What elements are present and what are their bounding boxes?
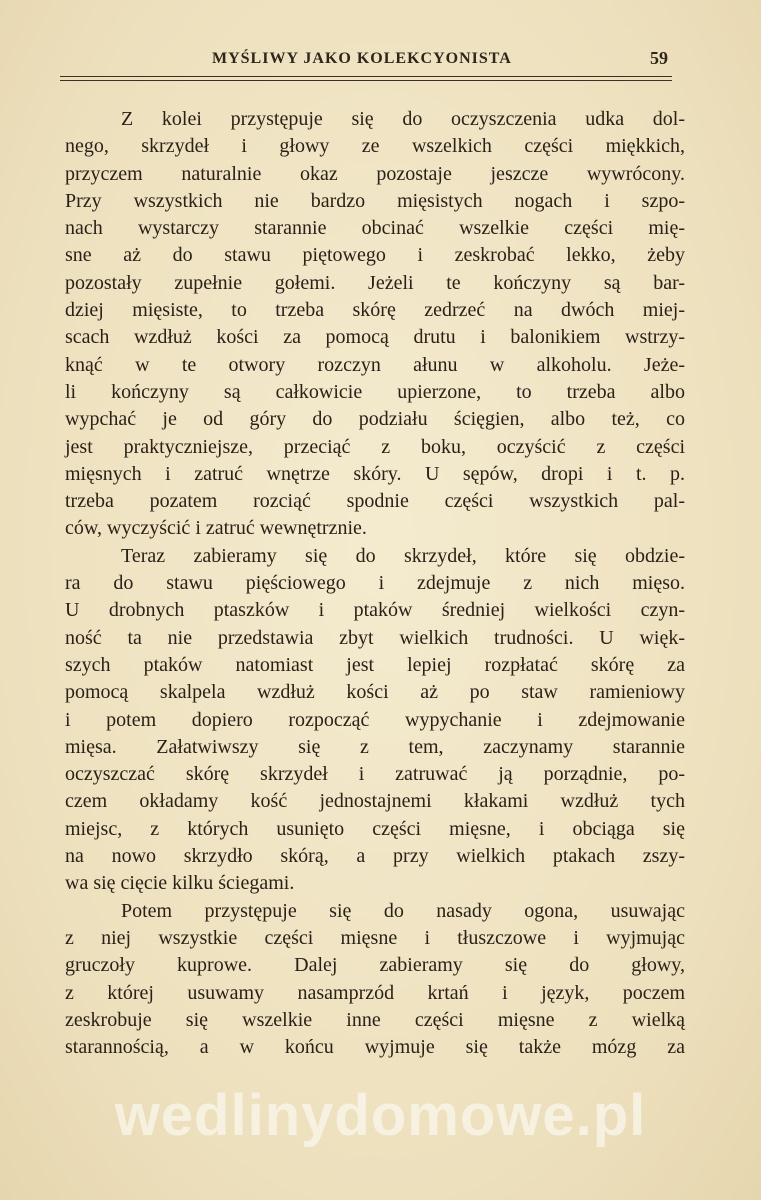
text-line: szych ptaków natomiast jest lepiej rozpłatać skórę za — [65, 653, 685, 676]
text-line: pozostały zupełnie gołemi. Jeżeli te kończyny są bar- — [65, 271, 685, 294]
text-line: Przy wszystkich nie bardzo mięsistych nogach i szpo- — [65, 189, 685, 212]
text-line: z niej wszystkie części mięsne i tłuszczowe i wyjmując — [65, 926, 685, 949]
text-line: wypchać je od góry do podziału ścięgien, albo też, co — [65, 408, 685, 431]
text-line: Potem przystępuje się do nasady ogona, usuwając — [121, 899, 685, 922]
text-line: ra do stawu pięściowego i zdejmuje z nich mięso. — [65, 572, 685, 595]
text-line: starannością, a w końcu wyjmuje się także mózg za — [65, 1036, 685, 1059]
text-line: ców, wyczyścić i zatruć wewnętrznie. — [65, 517, 367, 540]
text-line: z której usuwamy nasamprzód krtań i język, poczem — [65, 981, 685, 1004]
page-number: 59 — [650, 48, 668, 68]
text-line: gruczoły kuprowe. Dalej zabieramy się do głowy, — [65, 954, 685, 977]
text-line: sne aż do stawu piętowego i zeskrobać lekko, żeby — [65, 244, 685, 267]
text-line: na nowo skrzydło skórą, a przy wielkich ptakach zszy- — [65, 845, 685, 868]
text-line: nach wystarczy starannie obcinać wszelkie części mię- — [65, 217, 685, 240]
running-title: MYŚLIWY JAKO KOLEKCYONISTA — [212, 50, 512, 67]
page-header — [60, 48, 672, 74]
text-line: mięsnych i zatruć wnętrze skóry. U sępów, dropi i t. p. — [65, 462, 685, 485]
text-line: zeskrobuje się wszelkie inne części mięsne z wielką — [65, 1008, 685, 1031]
text-line: scach wzdłuż kości za pomocą drutu i balonikiem wstrzy- — [65, 326, 685, 349]
text-line: przyczem naturalnie okaz pozostaje jeszcze wywrócony. — [65, 162, 685, 185]
text-line: li kończyny są całkowicie upierzone, to trzeba albo — [65, 380, 685, 403]
text-line: miejsc, z których usunięto części mięsne, i obciąga się — [65, 817, 685, 840]
text-line: ność ta nie przedstawia zbyt wielkich trudności. U więk- — [65, 626, 685, 649]
body-text — [65, 106, 685, 1061]
text-line: U drobnych ptaszków i ptaków średniej wielkości czyn- — [65, 599, 685, 622]
text-line: jest praktyczniejsze, przeciąć z boku, oczyścić z części — [65, 435, 685, 458]
text-line: oczyszczać skórę skrzydeł i zatruwać ją porządnie, po- — [65, 763, 685, 786]
text-line: pomocą skalpela wzdłuż kości aż po staw ramieniowy — [65, 681, 685, 704]
text-line: Teraz zabieramy się do skrzydeł, które się obdzie- — [121, 544, 685, 567]
text-line: mięsa. Załatwiwszy się z tem, zaczynamy starannie — [65, 735, 685, 758]
watermark: wedlinydomowe.pl — [114, 1083, 647, 1148]
header-rule-top — [60, 76, 672, 77]
header-rule-bottom — [60, 80, 672, 81]
text-line: Z kolei przystępuje się do oczyszczenia udka dol- — [121, 108, 685, 130]
text-line: knąć w te otwory rozczyn ałunu w alkoholu. Jeże- — [65, 353, 685, 376]
text-line: i potem dopiero rozpocząć wypychanie i zdejmowanie — [65, 708, 685, 731]
text-line: czem okładamy kość jednostajnemi kłakami wzdłuż tych — [65, 790, 685, 813]
text-line: dziej mięsiste, to trzeba skórę zedrzeć na dwóch miej- — [65, 299, 685, 322]
text-line: nego, skrzydeł i głowy ze wszelkich części miękkich, — [65, 135, 685, 158]
text-line: trzeba pozatem rozciąć spodnie części wszystkich pal- — [65, 490, 685, 513]
text-line: wa się cięcie kilku ściegami. — [65, 872, 295, 895]
